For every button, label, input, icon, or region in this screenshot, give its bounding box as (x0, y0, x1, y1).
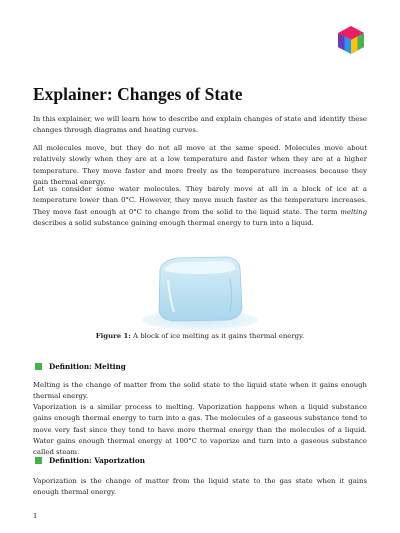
definition-vaporization-text: Vaporization is the change of matter from the liquid state to the gas state when it gains enough thermal energy. (33, 477, 367, 497)
vaporization-paragraph: Vaporization is a similar process to melting. Vaporization happens when a liquid substance gains enough thermal energy to turn into a gas. The molecules of a gaseous substance tend to move very fast since they tend to have more thermal energy than the molecules of a liquid. Water gains enough thermal energy at 100°C to vaporize and turn into a gaseous substance called steam. (33, 403, 367, 457)
definition-vaporization-heading (35, 456, 145, 465)
definition-melting-heading (35, 362, 126, 371)
nagwa-logo-icon (336, 25, 366, 55)
water-paragraph-start: Let us consider some water molecules. They barely move at all in a block of ice at a temperature lower than 0°C. However, they move much faster as the temperature increases. They move fast enough at 0°C to change from the solid to the liquid state. The term (33, 185, 367, 216)
water-paragraph (33, 184, 367, 229)
ice-block-figure (138, 250, 262, 334)
figure-text: A block of ice melting as it gains thermal energy. (130, 332, 305, 340)
ice-block-top (164, 261, 236, 274)
figure-label: Figure 1: (95, 332, 131, 340)
page-number: 1 (33, 512, 38, 520)
definition-melting-title: Definition: Melting (49, 362, 126, 371)
intro-paragraph: In this explainer, we will learn how to describe and explain changes of state and identify these changes through diagrams and heating curves. (33, 115, 367, 135)
figure-caption (0, 332, 400, 340)
definition-melting-text: Melting is the change of matter from the solid state to the liquid state when it gains enough thermal energy. (33, 381, 367, 401)
melting-term: melting (340, 207, 367, 216)
molecules-paragraph: All molecules move, but they do not all move at the same speed. Molecules move about relatively slowly when they are at a low temperature and faster when they are at a higher temperature. They move faster and more freely as the temperature increases because they gain thermal energy. (33, 144, 367, 186)
page-title: Explainer: Changes of State (33, 84, 243, 104)
green-square-icon (35, 457, 42, 464)
water-paragraph-end: describes a solid substance gaining enough thermal energy to turn into a liquid. (33, 218, 314, 227)
green-square-icon (35, 363, 42, 370)
definition-vaporization-title: Definition: Vaporization (49, 456, 145, 465)
